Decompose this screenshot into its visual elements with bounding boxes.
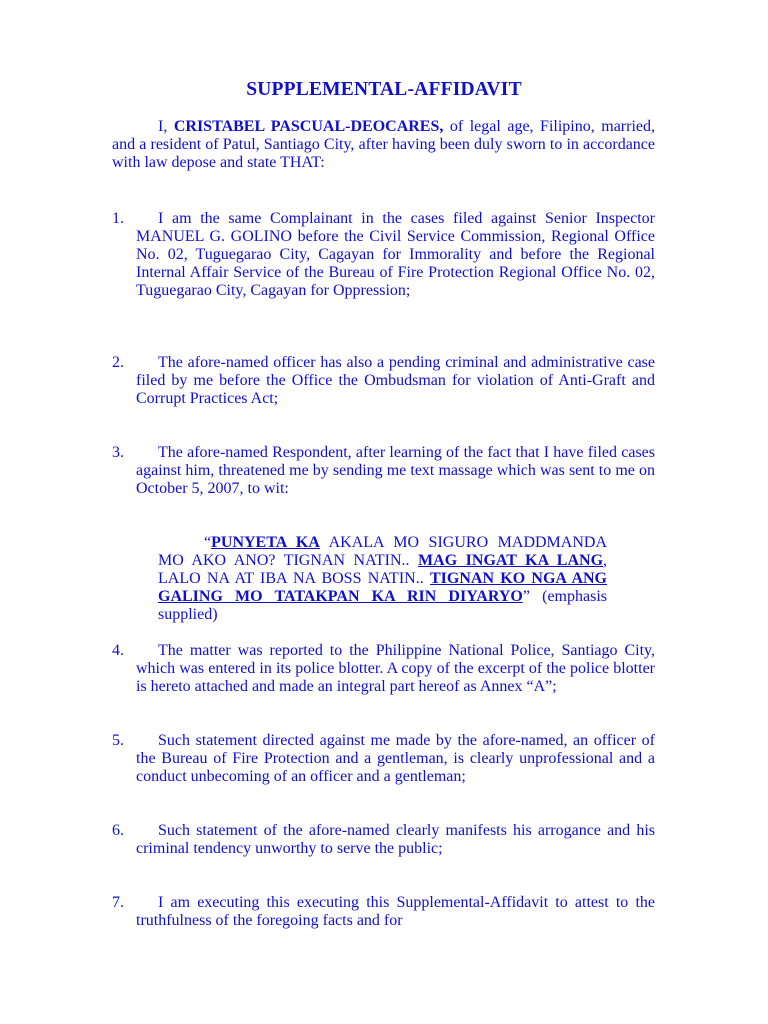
quote-close-mark: ”	[522, 588, 530, 605]
item-number: 2.	[112, 354, 124, 371]
list-item	[112, 210, 655, 300]
list-item	[112, 894, 655, 930]
list-item	[112, 354, 655, 408]
affiant-name: CRISTABEL PASCUAL-DEOCARES,	[173, 118, 444, 135]
list-item	[112, 444, 655, 498]
item-text: I am executing this executing this Supplemental-Affidavit to attest to the truthfulness of the foregoing facts and for	[136, 894, 655, 929]
item-text: I am the same Complainant in the cases filed against Senior Inspector MANUEL G. GOLINO before the Civil Service Commission, Regional Office No. 02, Tuguegarao City, Cagayan for Immorality and before the Regional Internal Affair Service of the Bureau of Fire Protection Regional Office No. 02, Tuguegarao City, Cagayan for Oppression;	[136, 210, 655, 299]
item-number: 4.	[112, 642, 124, 659]
quote-note: (emphasis supplied)	[158, 588, 608, 623]
intro-paragraph	[112, 118, 655, 172]
quoted-text-message	[158, 534, 607, 624]
quote-emphasis-1: PUNYETA KA	[211, 534, 320, 551]
intro-prefix: I,	[158, 118, 168, 135]
list-item	[112, 822, 655, 858]
item-number: 3.	[112, 444, 124, 461]
item-text: Such statement directed against me made by the afore-named, an officer of the Bureau of Fire Protection and a gentleman, is clearly unprofessional and a conduct unbecoming of an officer and a gentleman;	[136, 732, 655, 785]
item-text: The afore-named Respondent, after learning of the fact that I have filed cases against him, threatened me by sending me text massage which was sent to me on October 5, 2007, to wit:	[136, 444, 655, 497]
item-text: Such statement of the afore-named clearly manifests his arrogance and his criminal tendency unworthy to serve the public;	[136, 822, 655, 857]
document-title: SUPPLEMENTAL-AFFIDAVIT	[246, 79, 522, 100]
item-text: The matter was reported to the Philippine National Police, Santiago City, which was entered in its police blotter. A copy of the excerpt of the police blotter is hereto attached and made an integral part hereof as Annex “A”;	[136, 642, 655, 695]
quote-text-1: AKALA MO SIGURO MADDMANDA MO AKO ANO? TIGNAN NATIN..	[158, 534, 608, 569]
item-number: 5.	[112, 732, 124, 749]
item-text: The afore-named officer has also a pending criminal and administrative case filed by me before the Office the Ombudsman for violation of Anti-Graft and Corrupt Practices Act;	[136, 354, 655, 407]
quote-emphasis-3: TIGNAN KO NGA ANG GALING MO TATAKPAN KA RIN DIYARYO	[158, 570, 607, 605]
quote-emphasis-2: MAG INGAT KA LANG	[418, 552, 604, 569]
quote-text-2: , LALO NA AT IBA NA BOSS NATIN..	[158, 552, 608, 587]
quote-open-mark: “	[204, 534, 212, 551]
intro-text: of legal age, Filipino, married, and a resident of Patul, Santiago City, after having been duly sworn to in accordance with law depose and state THAT:	[112, 118, 655, 171]
item-number: 6.	[112, 822, 124, 839]
item-number: 7.	[112, 894, 124, 911]
item-number: 1.	[112, 210, 124, 227]
list-item	[112, 732, 655, 786]
list-item	[112, 642, 655, 696]
